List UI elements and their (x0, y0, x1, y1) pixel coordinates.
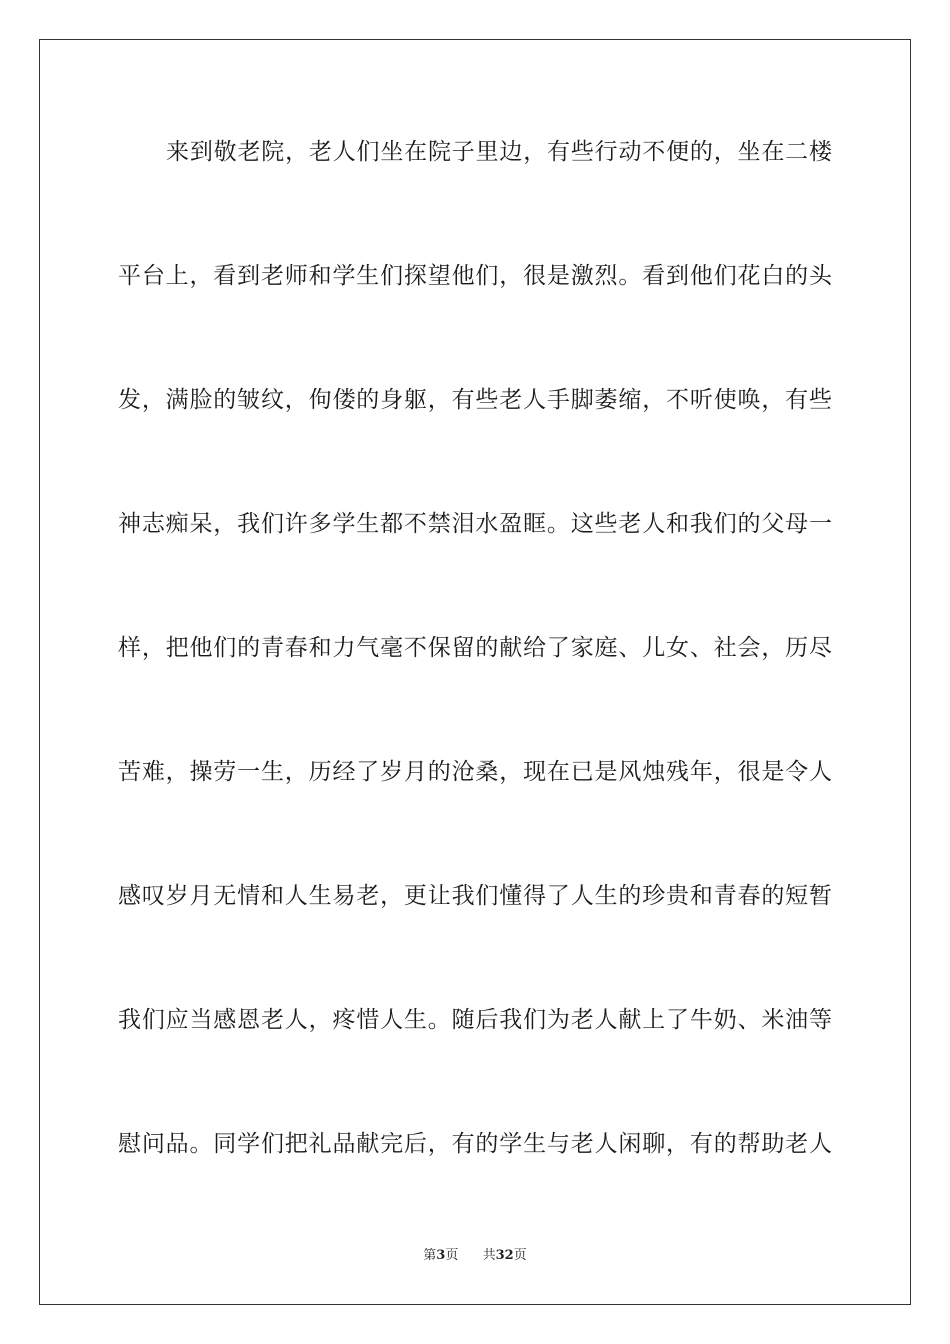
paragraph-line: 发，满脸的皱纹，佝偻的身躯，有些老人手脚萎缩，不听使唤，有些 (118, 387, 832, 413)
paragraph-line: 苦难，操劳一生，历经了岁月的沧桑，现在已是风烛残年，很是令人 (118, 759, 832, 785)
page-prefix: 第 (423, 1248, 437, 1263)
page-suffix: 页 (445, 1248, 459, 1263)
paragraph-line: 神志痴呆，我们许多学生都不禁泪水盈眶。这些老人和我们的父母一 (118, 511, 832, 537)
page-number: 3 (436, 1248, 446, 1263)
page-number-label (423, 1246, 458, 1266)
paragraph-line: 样，把他们的青春和力气毫不保留的献给了家庭、儿女、社会，历尽 (118, 635, 832, 661)
total-suffix: 页 (513, 1248, 527, 1263)
paragraph-line: 平台上，看到老师和学生们探望他们，很是激烈。看到他们花白的头 (118, 263, 832, 289)
total-number: 32 (495, 1248, 514, 1263)
total-pages-label (483, 1246, 527, 1266)
paragraph-line: 慰问品。同学们把礼品献完后，有的学生与老人闲聊，有的帮助老人 (118, 1131, 832, 1157)
paragraph-line: 我们应当感恩老人，疼惜人生。随后我们为老人献上了牛奶、米油等 (118, 1007, 832, 1033)
page-border (39, 39, 911, 1305)
paragraph-line: 来到敬老院，老人们坐在院子里边，有些行动不便的，坐在二楼 (166, 139, 832, 165)
paragraph-line: 感叹岁月无情和人生易老，更让我们懂得了人生的珍贵和青春的短暂 (118, 883, 832, 909)
page-footer (0, 1246, 950, 1266)
total-prefix: 共 (482, 1248, 496, 1263)
